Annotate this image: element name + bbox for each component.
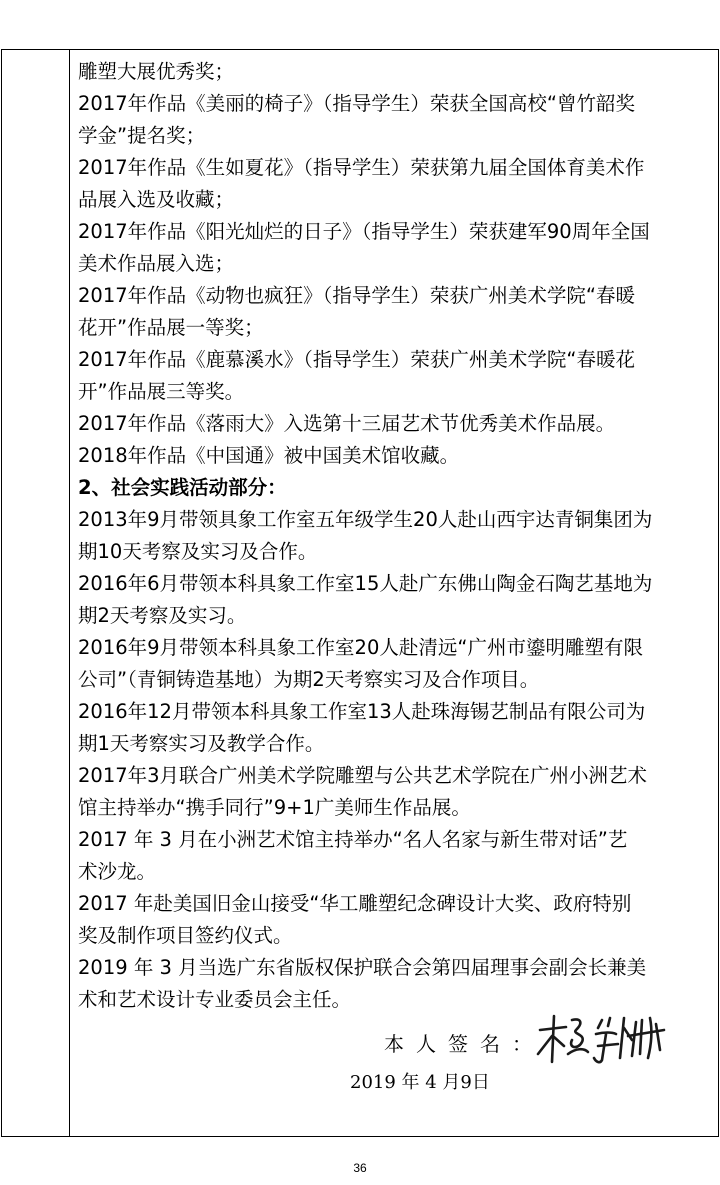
text-line: 公司”（青铜铸造基地）为期2天考察实习及合作项目。 (78, 668, 540, 691)
text-line: 2017 年 3 月在小洲艺术馆主持举办“名人名家与新生带对话”艺 (78, 828, 628, 851)
text-line: 学金”提名奖； (78, 124, 206, 147)
text-line: 奖及制作项目签约仪式。 (78, 924, 293, 947)
text-line: 2017 年赴美国旧金山接受“华工雕塑纪念碑设计大奖、政府特别 (78, 892, 632, 915)
text-line: 花开”作品展一等奖； (78, 316, 264, 339)
text-line: 术沙龙。 (78, 860, 157, 883)
text-line: 美术作品展入选； (78, 252, 235, 275)
text-line: 2017年作品《鹿慕溪水》（指导学生）荣获广州美术学院“春暖花 (78, 348, 635, 371)
signature-date: 2019 年 4 月9日 (350, 1072, 490, 1093)
text-line: 期1天考察实习及教学合作。 (78, 732, 325, 755)
text-line: 2017年作品《动物也疯狂》（指导学生）荣获广州美术学院“春暖 (78, 284, 635, 307)
text-line: 2018年作品《中国通》被中国美术馆收藏。 (78, 444, 460, 467)
text-line: 2017年作品《落雨大》入选第十三届艺术节优秀美术作品展。 (78, 412, 616, 435)
text-line: 2013年9月带领具象工作室五年级学生20人赴山西宇达青铜集团为 (78, 508, 653, 531)
text-line: 2017年作品《美丽的椅子》（指导学生）荣获全国高校“曾竹韶奖 (78, 92, 635, 115)
text-line: 馆主持举办“携手同行”9+1广美师生作品展。 (78, 796, 471, 819)
text-line: 期2天考察及实习。 (78, 604, 247, 627)
text-line: 2017年作品《阳光灿烂的日子》（指导学生）荣获建军90周年全国 (78, 220, 650, 243)
document-body (78, 56, 714, 1016)
text-line: 期10天考察及实习及合作。 (78, 540, 318, 563)
text-line: 2016年6月带领本科具象工作室15人赴广东佛山陶金石陶艺基地为 (78, 572, 653, 595)
text-line: 2016年12月带领本科具象工作室13人赴珠海锡艺制品有限公司为 (78, 700, 646, 723)
text-line: 2017年作品《生如夏花》（指导学生）荣获第九届全国体育美术作 (78, 156, 645, 179)
text-line: 雕塑大展优秀奖； (78, 60, 235, 83)
handwritten-signature (532, 1010, 672, 1068)
text-line: 术和艺术设计专业委员会主任。 (78, 988, 352, 1011)
signature-block (0, 1010, 720, 1100)
left-label-cell (2, 50, 70, 1136)
signature-label: 本人签名： (384, 1032, 544, 1056)
text-line: 品展入选及收藏； (78, 188, 235, 211)
text-line: 开”作品展三等奖。 (78, 380, 245, 403)
text-line: 2019 年 3 月当选广东省版权保护联合会第四届理事会副会长兼美 (78, 956, 647, 979)
text-line: 2017年3月联合广州美术学院雕塑与公共艺术学院在广州小洲艺术 (78, 764, 648, 787)
page-number: 36 (353, 1161, 367, 1175)
text-line: 2016年9月带领本科具象工作室20人赴清远“广州市鎏明雕塑有限 (78, 636, 643, 659)
section-heading: 2、社会实践活动部分： (78, 476, 287, 499)
